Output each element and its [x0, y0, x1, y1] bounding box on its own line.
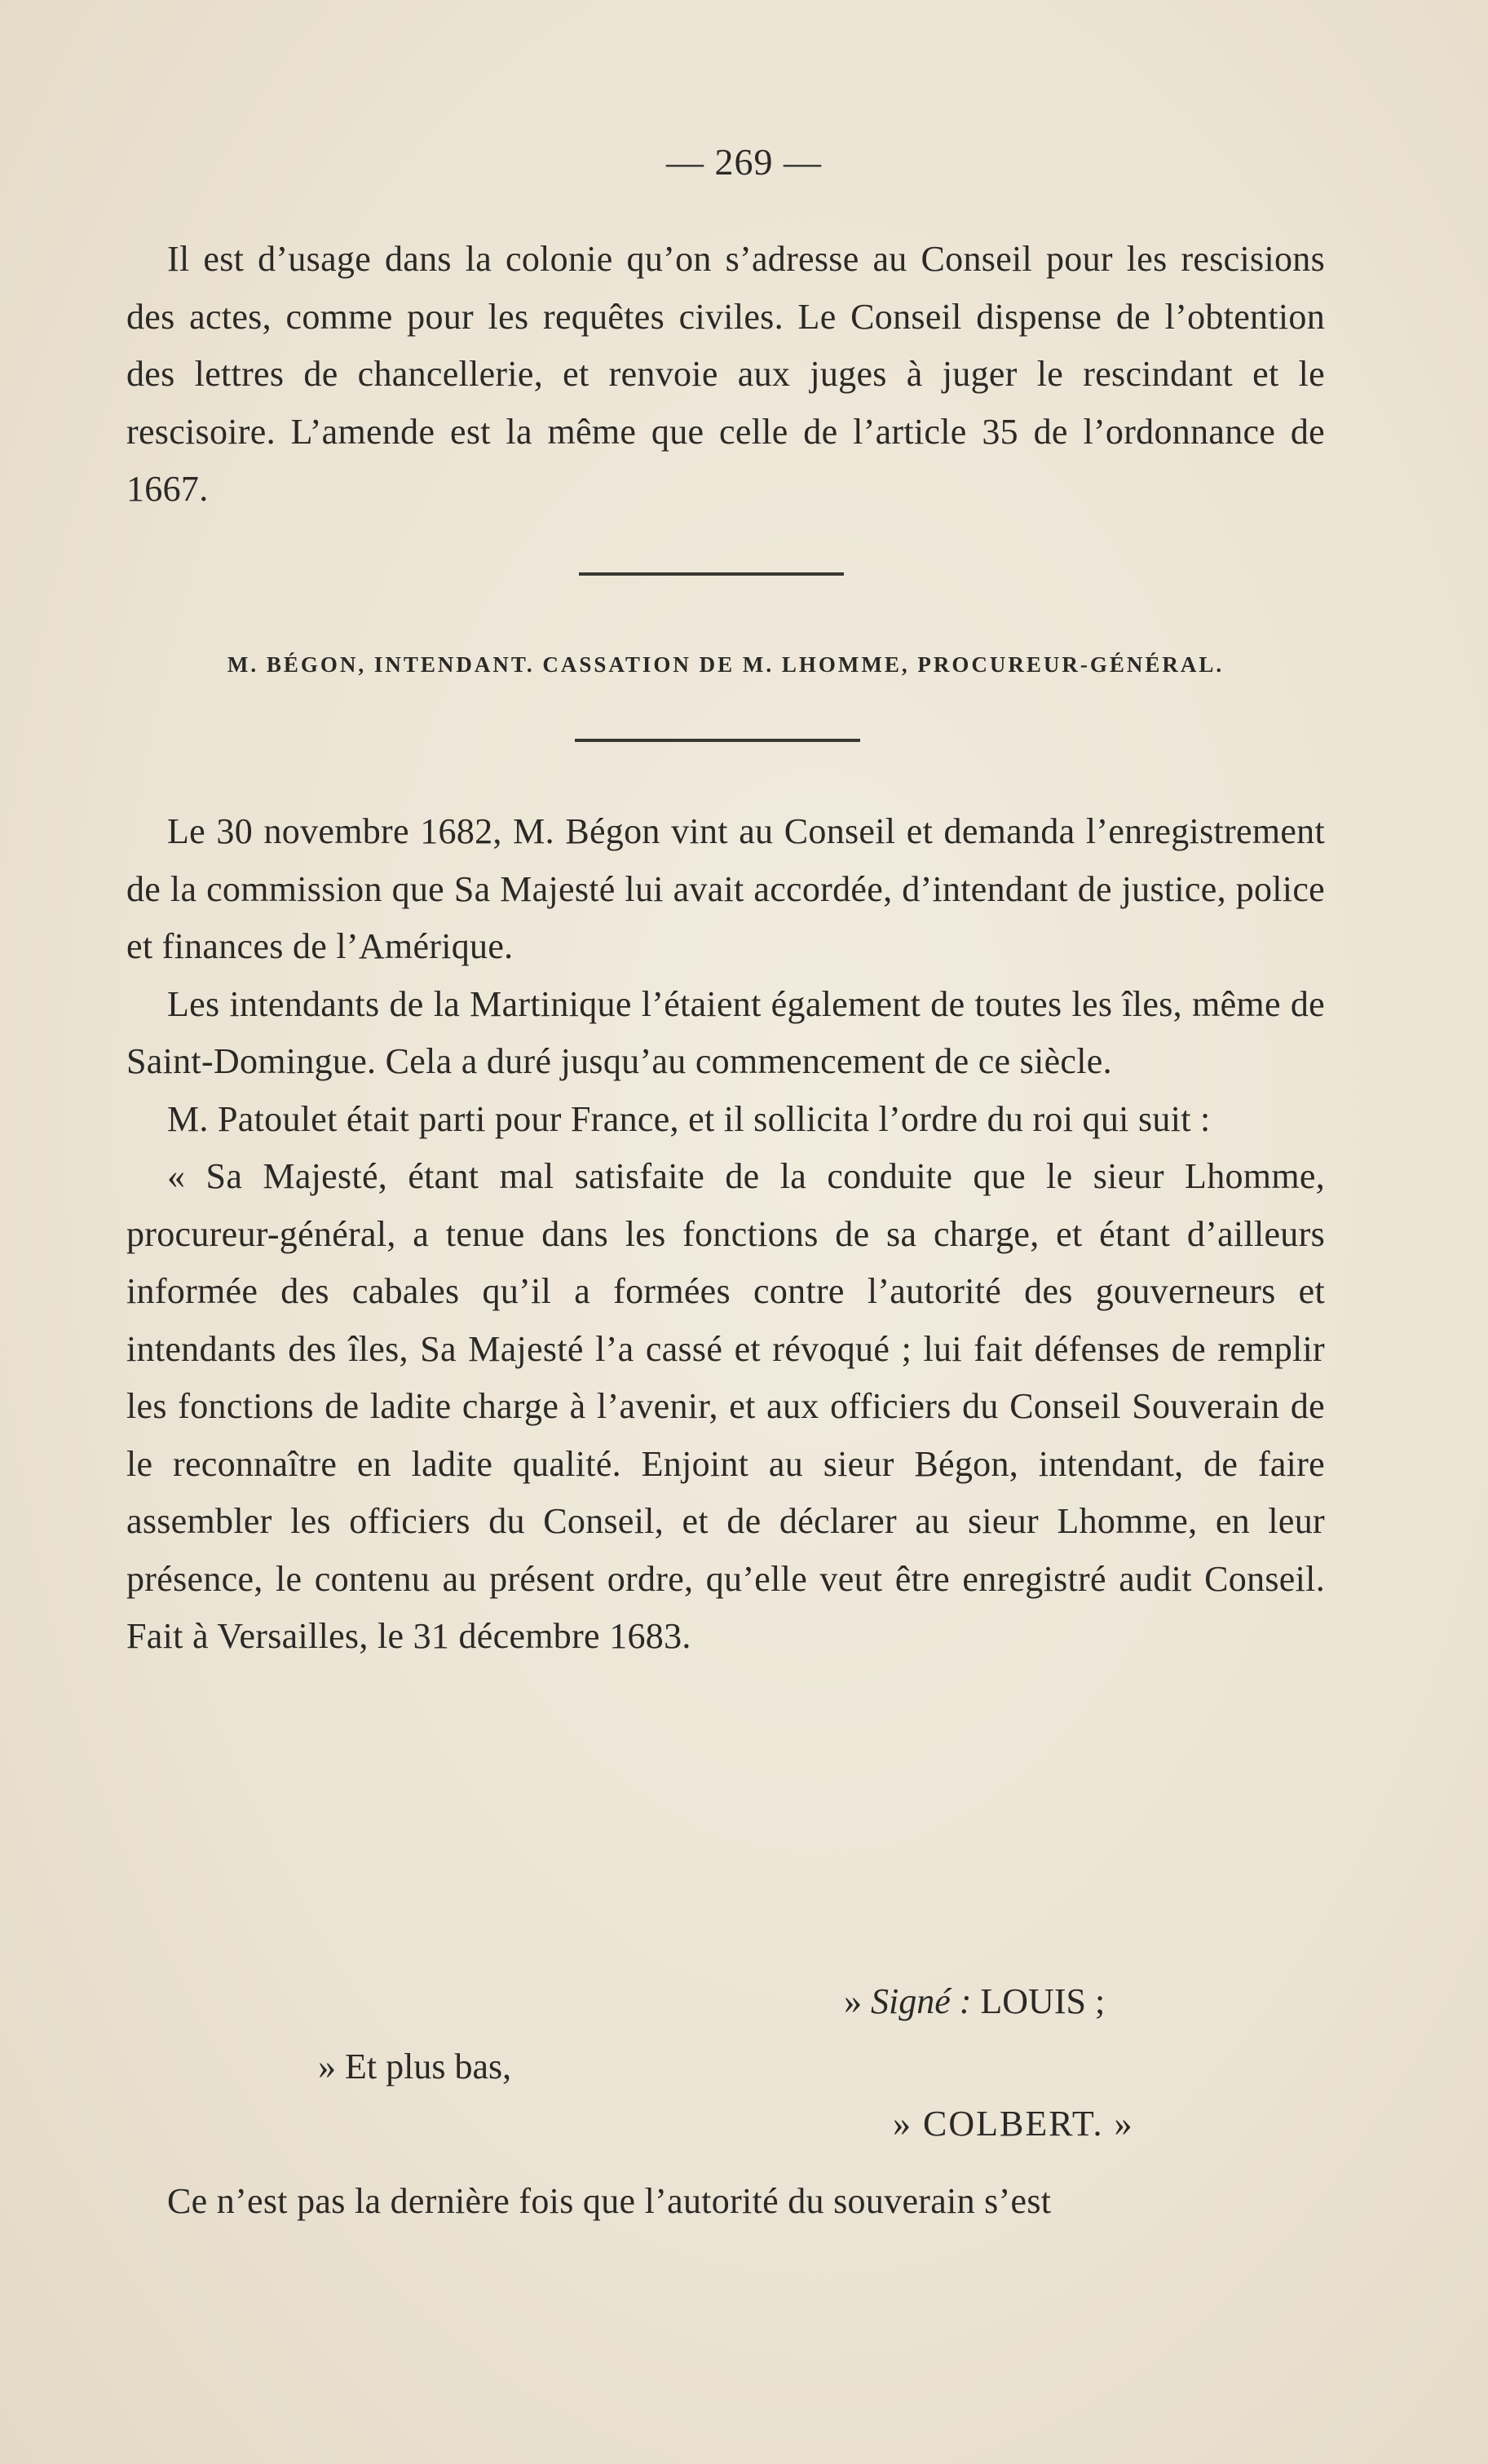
closing-paragraph-block [126, 2173, 1325, 2231]
signature-prefix: » [844, 1981, 871, 2021]
paragraph-royal-order: « Sa Majesté, étant mal satisfaite de la conduite que le sieur Lhomme, procureur-général, a tenue dans les fonctions de sa charge, et étant d’ailleurs informée des cabales qu’il a formées contre l’autorité des gouverneurs et intendants des îles, Sa Majesté l’a cassé et révoqué ; lui fait défenses de remplir les fonctions de ladite charge à l’avenir, et aux officiers du Conseil Souverain de le reconnaître en ladite qualité. Enjoint au sieur Bégon, intendant, de faire assembler les officiers du Conseil, et de déclarer au sieur Lhomme, en leur présence, le contenu au présent ordre, qu’elle veut être enregistré audit Conseil. Fait à Versailles, le 31 décembre 1683. [126, 1156, 1325, 1656]
signed-label: Signé : [871, 1981, 972, 2021]
opening-paragraph: Il est d’usage dans la colonie qu’on s’adresse au Conseil pour les rescisions des actes, comme pour les requêtes civiles. Le Conseil dispense de l’obtention des lettres de chancellerie, et renvoie aux juges à juger le rescindant et le rescisoire. L’amende est la même que celle de l’article 35 de l’ordonnance de 1667. [126, 239, 1325, 509]
opening-paragraph-block [126, 231, 1325, 519]
body-text-block [126, 803, 1325, 1666]
signature-louis [844, 1973, 1105, 2030]
section-heading: M. BÉGON, INTENDANT. CASSATION DE M. LHOMME, PROCUREUR-GÉNÉRAL. [227, 652, 1225, 677]
signature-colbert: » COLBERT. » [893, 2104, 1134, 2144]
rule-above-heading [579, 572, 844, 576]
paragraph-patoulet: M. Patoulet était parti pour France, et il sollicita l’ordre du roi qui suit : [167, 1098, 1211, 1139]
signature-name: LOUIS ; [971, 1981, 1106, 2021]
rule-below-heading [575, 739, 860, 742]
et-plus-bas: » Et plus bas, [318, 2047, 512, 2086]
page-number: — 269 — [666, 141, 822, 183]
paragraph-begon-arrival: Le 30 novembre 1682, M. Bégon vint au Conseil et demanda l’enregistrement de la commission que Sa Majesté lui avait accordée, d’intendant de justice, police et finances de l’Amérique. [126, 811, 1325, 966]
paragraph-intendants: Les intendants de la Martinique l’étaient également de toutes les îles, même de Saint-Domingue. Cela a duré jusqu’au commencement de ce siècle. [126, 983, 1325, 1081]
closing-paragraph: Ce n’est pas la dernière fois que l’autorité du souverain s’est [167, 2181, 1052, 2221]
